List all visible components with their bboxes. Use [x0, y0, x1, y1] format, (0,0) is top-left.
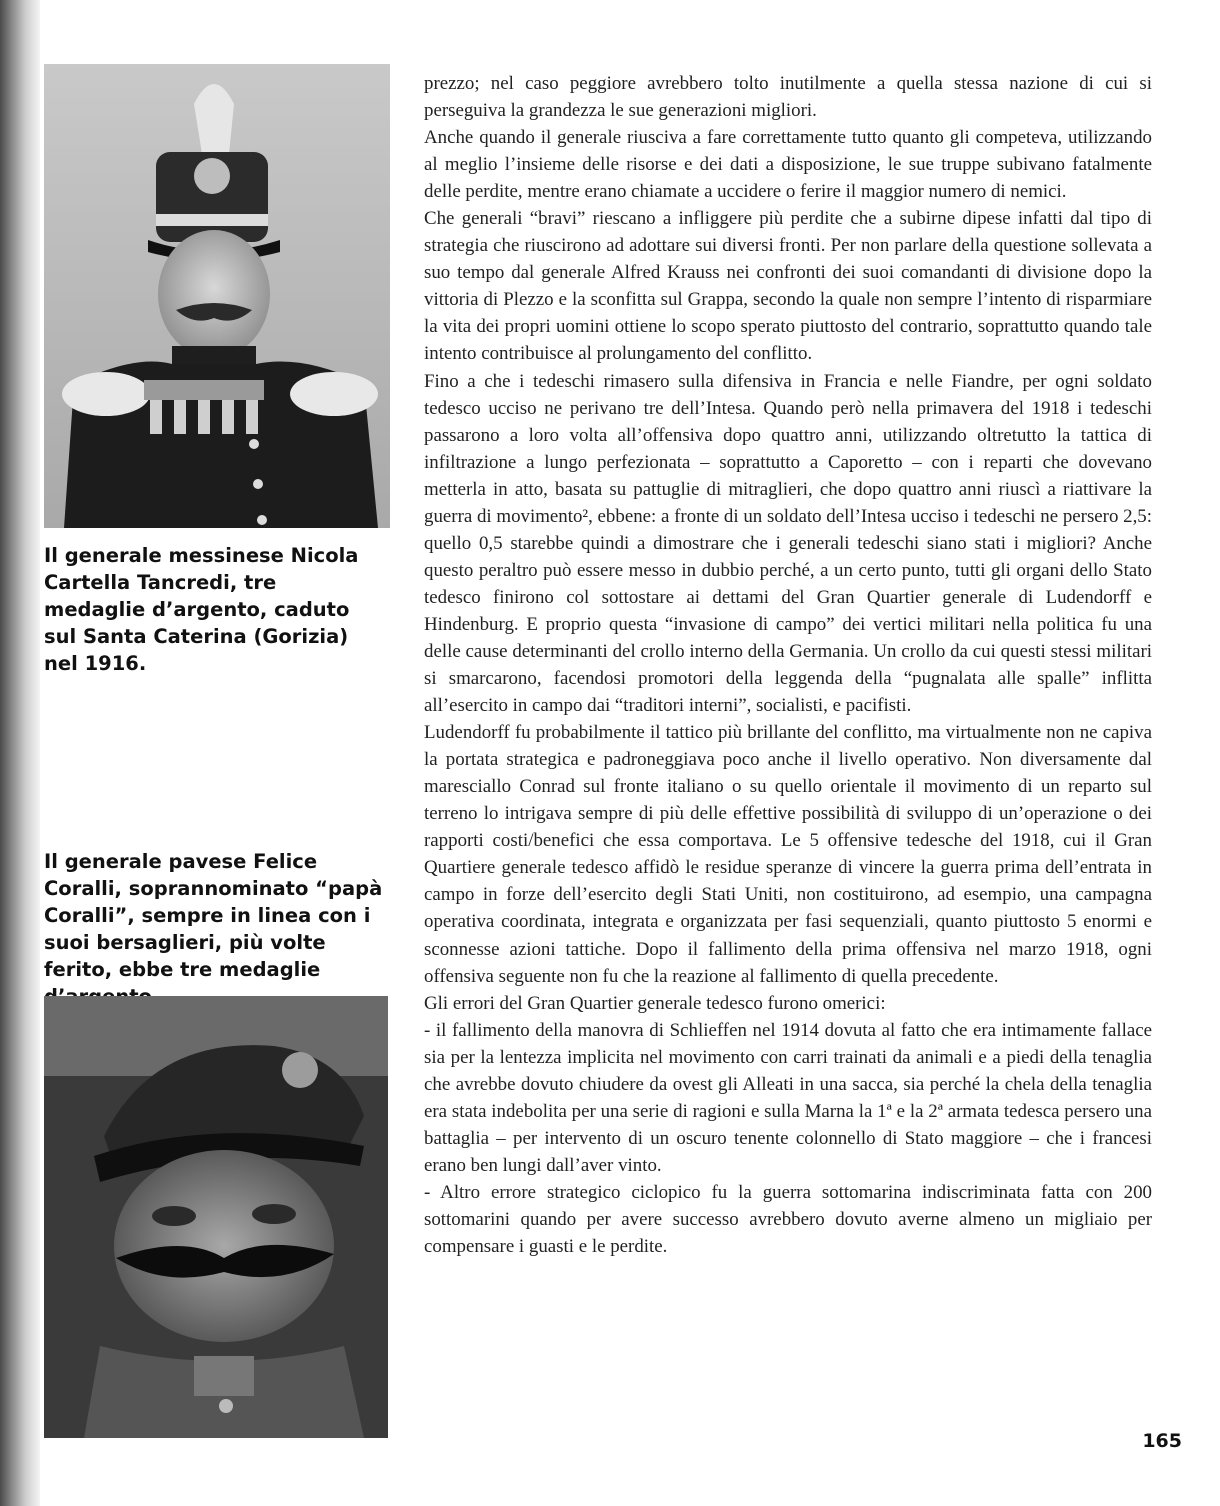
paragraph-1: prezzo; nel caso peggiore avrebbero tolto inutilmente a quella stessa nazione di cui si perseguiva la grandezza le sue generazioni migliori.: [424, 73, 1152, 122]
caption-photo-1: Il generale messinese Nicola Cartella Tancredi, tre medaglie d’argento, caduto sul Santa Caterina (Gorizia) nel 1916.: [44, 544, 359, 675]
paragraph-4: Fino a che i tedeschi rimasero sulla difensiva in Francia e nelle Fiandre, per ogni soldato tedesco ucciso ne perivano tre dell’Intesa. Quando però nella primavera del 1918 i tedeschi passarono a loro volta all’offensiva dopo quattro anni, utilizzando oltretutto la tattica di infiltrazione a lungo perfezionata – soprattutto a Caporetto – con i reparti che dovevano metterla in atto, basata su pattuglie di mitraglieri, che dopo quattro anni riuscì a riattivare la guerra di movimento², ebbene: a fronte di un soldato dell’Intesa ucciso i tedeschi ne persero 2,5: quello 0,5 starebbe quindi a dimostrare che i generali tedeschi siano stati i migliori? Anche questo peraltro può essere messo in dubbio perché, a un certo punto, tutti gli organi dello Stato tedesco finirono col sottostare ai dettami del Gran Quartier generale di Ludendorff e Hindenburg. E proprio questa “invasione di campo” dei vertici militari nella politica fu una delle cause determinanti del crollo interno della Germania. Un crollo da cui questi stessi militari si smarcarono, facendosi promotori della leggenda della “pugnalata alle spalle” inflitta all’esercito in campo dai “traditori interni”, socialisti, e pacifisti.: [424, 370, 1152, 717]
photo-general-felice-coralli: [44, 996, 388, 1438]
paragraph-8: - Altro errore strategico ciclopico fu la guerra sottomarina indiscriminata fatta con 200 sottomarini quando per avere successo avrebbero dovuto averne almeno un migliaio per compensare i guasti e le perdite.: [424, 1181, 1152, 1258]
page-number: 165: [1142, 1430, 1182, 1452]
article-body: [424, 70, 1152, 1260]
portrait-illustration-1: [44, 64, 390, 528]
book-spine-shadow: [0, 0, 40, 1506]
photo-general-cartella-tancredi: [44, 64, 390, 528]
caption-photo-2: Il generale pavese Felice Coralli, soprannominato “papà Coralli”, sempre in linea con i suoi bersaglieri, più volte ferito, ebbe tre medaglie: [44, 850, 383, 981]
paragraph-6: Gli errori del Gran Quartier generale tedesco furono omerici:: [424, 992, 886, 1014]
paragraph-2: Anche quando il generale riusciva a fare correttamente tutto quanto gli competeva, utilizzando al meglio l’insieme delle risorse e dei dati a disposizione, le sue truppe subivano fatalmente delle perdite, mentre erano chiamate a uccidere o ferire il maggior numero di nemici.: [424, 127, 1152, 203]
portrait-illustration-2: [44, 996, 388, 1438]
paragraph-5: Ludendorff fu probabilmente il tattico più brillante del conflitto, ma virtualmente non ne capiva la portata strategica e padroneggiava poco anche il livello operativo. Non diversamente dal maresciallo Conrad sul fronte italiano o su quello orientale il movimento di un reparto sul terreno lo intrigava sempre di più delle effettive possibilità di sviluppo di un’operazione o dei rapporti costi/benefici che essa comportava. Le 5 offensive tedesche del 1918, cui il Gran Quartiere generale tedesco affidò le residue speranze di vincere la guerra prima dell’entrata in campo in forze dell’esercito degli Stati Uniti, non costituirono, ad esempio, una campagna operativa coordinata, integrata e organizzata per fasi sequenziali, quanto piuttosto 5 enormi e sconnesse azioni tattiche. Dopo il fallimento della prima offensiva nel marzo 1918, ogni offensiva seguente non fu che la reazione al fallimento di quella precedente.: [424, 722, 1152, 987]
paragraph-7: - il fallimento della manovra di Schlieffen nel 1914 dovuta al fatto che era intimamente fallace sia per la lentezza implicita nel movimento con carri trainati da animali e a piedi della tenaglia che avrebbe dovuto chiudere da ovest gli Alleati in una sacca, sia perché la chela della tenaglia era stata indebolita per una serie di ragioni e sulla Marna la 1ª e la 2ª armata tedesca persero una battaglia – per intervento di un oscuro tenente colonnello di Stato maggiore – che i francesi erano ben lungi dall’aver vinto.: [424, 1019, 1152, 1176]
paragraph-3: Che generali “bravi” riescano a infliggere più perdite che a subirne dipese infatti dal tipo di strategia che riuscirono ad adottare sui diversi fronti. Per non parlare della questione sollevata a suo tempo dal generale Alfred Krauss nei confronti dei suoi comandanti di divisione dopo la vittoria di Plezzo e la sconfitta sul Grappa, secondo la quale non sempre l’intento di risparmiare la vita dei propri uomini ottiene lo scopo sperato piuttosto del contrario, soprattutto quando tale intento contribuisce al prolungamento del conflitto.: [424, 208, 1152, 365]
